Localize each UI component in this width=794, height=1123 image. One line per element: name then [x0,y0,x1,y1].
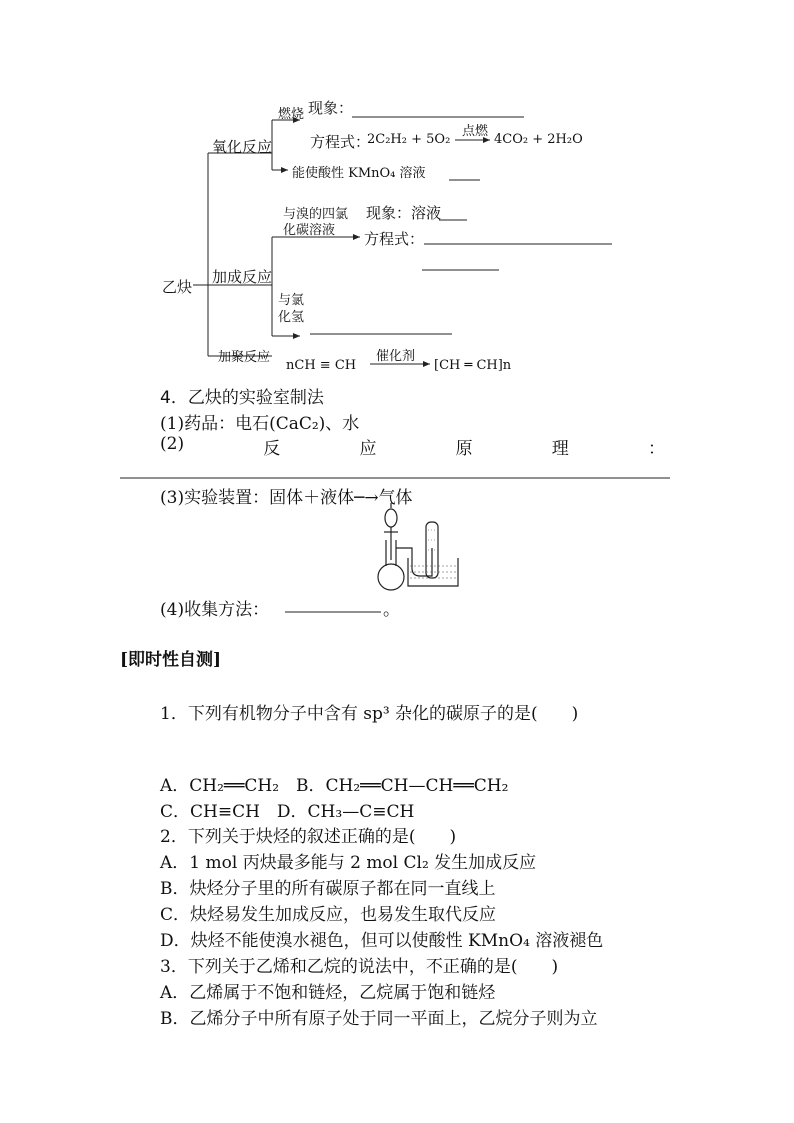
quiz-q2-b: B．炔烃分子里的所有碳原子都在同一直线上 [160,879,496,899]
polymer-condition: 催化剂 [376,349,416,364]
flask [378,564,404,590]
principle-part: ： [647,439,665,459]
quiz-q2: 2．下列关于炔烃的叙述正确的是( ) [160,827,457,847]
quiz-q3-b: B．乙烯分子中所有原子处于同一平面上，乙烷分子则为立 [160,1009,598,1029]
principle-part: 理 [551,439,569,459]
polymer-label: 加聚反应 [218,350,271,365]
principle-part: (2) [160,434,185,454]
principle-part: 反 [263,439,281,459]
bromine-line1: 与溴的四氯 [283,207,349,222]
quiz-q2-c: C．炔烃易发生加成反应，也易发生取代反应 [160,905,497,925]
quiz-heading: [即时性自测] [120,650,222,670]
lab-drugs: (1)药品：电石(CaC₂)、水 [160,414,360,434]
burn-label: 燃烧 [278,107,305,122]
bromine-equation-label: 方程式： [364,230,425,248]
lab-apparatus: (3)实验装置：固体＋液体─→气体 [160,488,413,508]
principle-part: 原 [455,439,473,459]
quiz-q2-d: D．炔烃不能使溴水褪色，但可以使酸性 KMnO₄ 溶液褪色 [160,931,604,951]
quiz-q1-ab: A．CH₂══CH₂ B．CH₂══CH—CH══CH₂ [160,776,509,796]
lab-collection-suffix: 。 [383,600,400,620]
combustion-condition: 点燃 [462,124,489,139]
bromine-phenomenon: 现象：溶液 [366,204,442,222]
quiz-q2-a: A．1 mol 丙炔最多能与 2 mol Cl₂ 发生加成反应 [160,853,537,873]
dropping-funnel-bulb [385,509,397,527]
root-label: 乙炔 [162,278,193,296]
quiz-q3-a: A．乙烯属于不饱和链烃，乙烷属于饱和链烃 [160,983,496,1003]
hcl-line2: 化氢 [278,310,305,325]
principle-part: 应 [359,439,377,459]
addition-label: 加成反应 [212,268,273,286]
quiz-q3: 3．下列关于乙烯和乙烷的说法中，不正确的是( ) [160,957,559,977]
quiz-q1-cd: C．CH≡CH D．CH₃—C≡CH [160,802,415,822]
lab-heading: 4．乙炔的实验室制法 [160,388,324,408]
combustion-reactants: 2C₂H₂ + 5O₂ [367,132,451,147]
combustion-products: 4CO₂ + 2H₂O [494,132,583,147]
lab-collection-prefix: (4)收集方法： [160,600,270,620]
polymer-reactant: nCH ≡ CH [286,358,357,373]
quiz-q1: 1．下列有机物分子中含有 sp³ 杂化的碳原子的是( ) [160,704,579,724]
bromine-line2: 化碳溶液 [283,223,336,238]
equation-label: 方程式： [310,133,371,151]
polymer-product: [CH ═ CH]n [434,358,512,373]
hcl-line1: 与氯 [278,293,305,308]
kmno4-text: 能使酸性 KMnO₄ 溶液 [292,166,426,181]
oxidation-label: 氧化反应 [212,138,273,156]
phenomenon-label: 现象： [308,99,354,117]
